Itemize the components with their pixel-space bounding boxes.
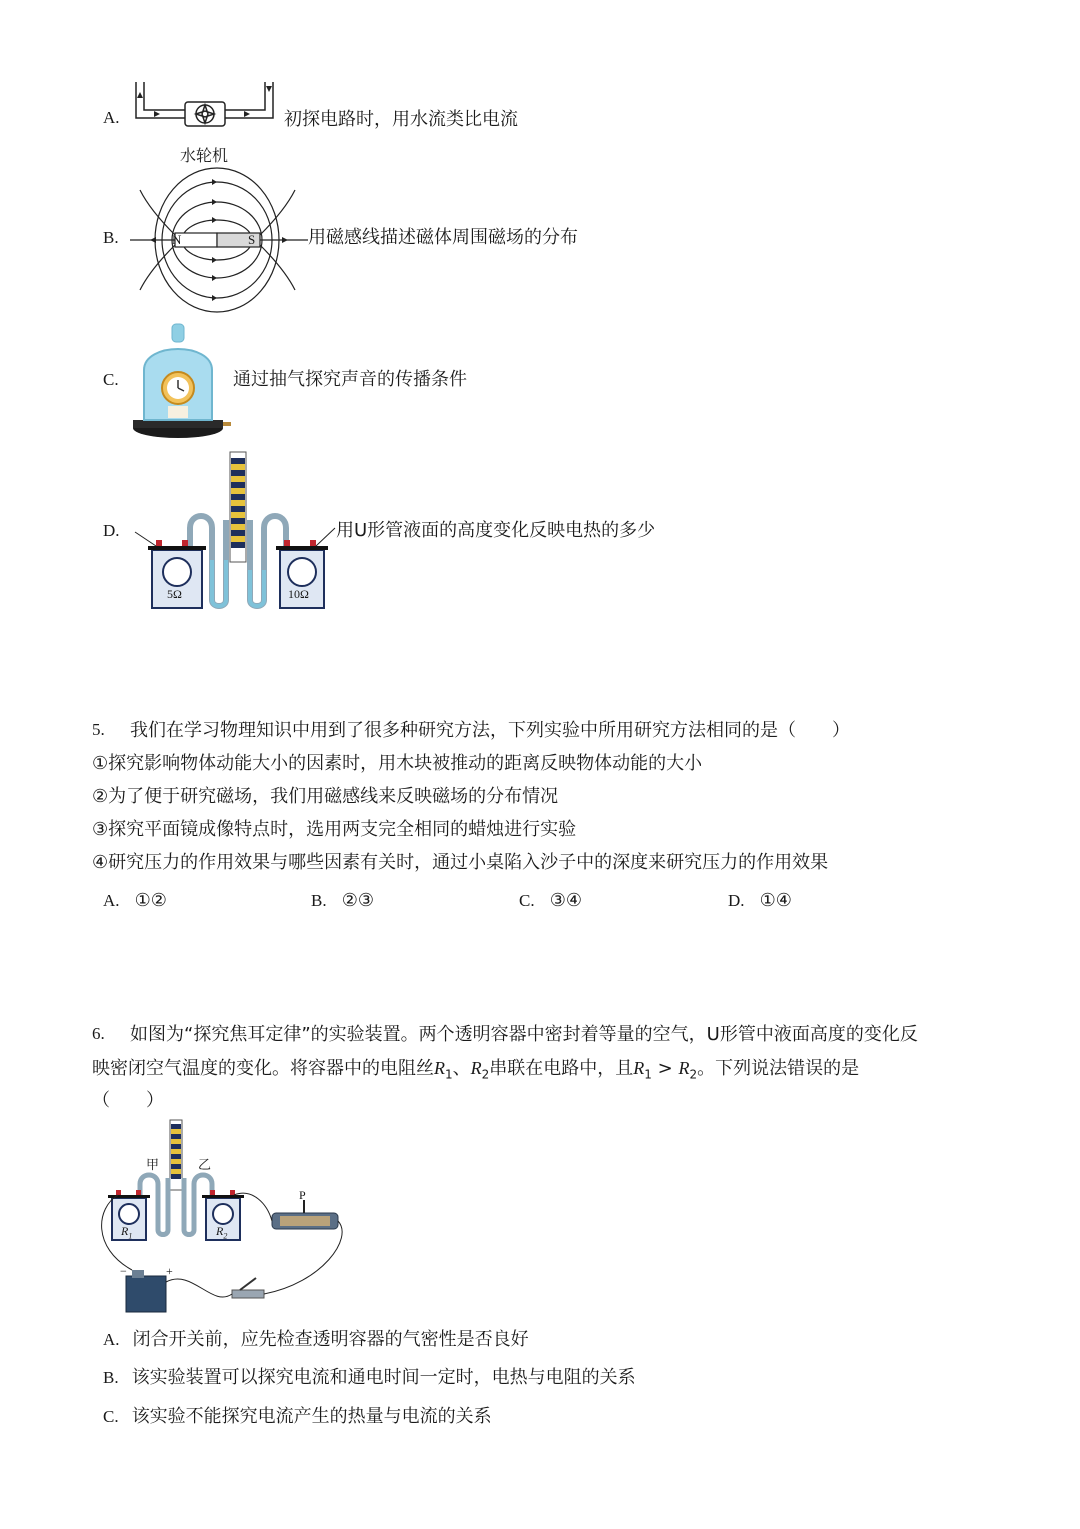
q5-choice-c-text: ③④ bbox=[549, 890, 582, 911]
resistor-5-label: 5Ω bbox=[167, 587, 182, 601]
q6-choice-b-text: 该实验装置可以探究电流和通电时间一定时，电热与电阻的关系 bbox=[131, 1367, 636, 1388]
q6-stem-line2-b: 串联在电路中，且 bbox=[489, 1058, 634, 1079]
q6-choice-b-letter: B. bbox=[103, 1368, 119, 1387]
q6-choice-a-text: 闭合开关前，应先检查透明容器的气密性是否良好 bbox=[132, 1329, 529, 1350]
q5-item-1: ①探究影响物体动能大小的因素时，用木块被推动的距离反映物体动能的大小 bbox=[92, 753, 703, 774]
bell-jar-figure bbox=[130, 320, 230, 445]
option-d-letter: D. bbox=[103, 521, 120, 540]
label-r1 bbox=[121, 1224, 132, 1240]
resistor-10-label: 10Ω bbox=[288, 587, 309, 601]
battery-minus: − bbox=[120, 1264, 127, 1278]
q5-choice-a-text: ①② bbox=[134, 890, 167, 911]
q6-choice-a-letter: A. bbox=[103, 1330, 120, 1349]
q6-r2: R bbox=[470, 1058, 482, 1078]
label-r1-text: R bbox=[121, 1224, 129, 1238]
q6-paren: （ ） bbox=[92, 1090, 164, 1111]
q6-r1-sub: 1 bbox=[445, 1067, 453, 1082]
q5-choice-a-letter: A. bbox=[103, 891, 120, 910]
q6-r1-b: R bbox=[633, 1058, 645, 1078]
option-c-letter: C. bbox=[103, 370, 119, 389]
q6-choice-c[interactable] bbox=[103, 1405, 492, 1429]
q6-choice-c-letter: C. bbox=[103, 1407, 119, 1426]
q5-item-2: ②为了便于研究磁场，我们用磁感线来反映磁场的分布情况 bbox=[92, 786, 559, 807]
q5-choice-c[interactable] bbox=[519, 889, 582, 913]
q5-stem: 我们在学习物理知识中用到了很多种研究方法，下列实验中所用研究方法相同的是（ ） bbox=[130, 720, 850, 741]
q5-choice-a[interactable] bbox=[103, 889, 167, 913]
label-yi: 乙 bbox=[198, 1158, 212, 1173]
option-a-letter: A. bbox=[103, 108, 120, 127]
label-r2 bbox=[216, 1224, 227, 1240]
q5-item-4: ④研究压力的作用效果与哪些因素有关时，通过小桌陷入沙子中的深度来研究压力的作用效果 bbox=[92, 852, 829, 873]
q6-r2-b-sub: 2 bbox=[689, 1067, 698, 1082]
label-jia: 甲 bbox=[146, 1158, 160, 1173]
q5-choice-b[interactable] bbox=[311, 889, 374, 913]
water-wheel-label: 水轮机 bbox=[180, 146, 229, 165]
q5-choice-d[interactable] bbox=[728, 889, 792, 913]
option-b-text: 用磁感线描述磁体周围磁场的分布 bbox=[308, 227, 578, 248]
option-a-text: 初探电路时，用水流类比电流 bbox=[284, 109, 518, 130]
q6-r1: R bbox=[434, 1058, 445, 1078]
pole-s: S bbox=[248, 232, 256, 247]
q5-choice-d-letter: D. bbox=[728, 891, 745, 910]
q6-stem-line1: 如图为“探究焦耳定律”的实验装置。两个透明容器中密封着等量的空气，U形管中液面高度的变化反 bbox=[130, 1024, 918, 1045]
q6-r1-b-sub: 1 bbox=[644, 1067, 652, 1082]
label-p: P bbox=[299, 1188, 306, 1202]
label-r1-sub: 1 bbox=[128, 1231, 133, 1241]
q5-choice-d-text: ①④ bbox=[759, 890, 792, 911]
q5-choice-b-letter: B. bbox=[311, 891, 327, 910]
q6-choice-a[interactable] bbox=[103, 1328, 529, 1352]
option-d-text: 用U形管液面的高度变化反映电热的多少 bbox=[336, 520, 656, 541]
q6-sep: 、 bbox=[452, 1058, 471, 1079]
q6-stem-line2-a: 映密闭空气温度的变化。将容器中的电阻丝 bbox=[92, 1058, 434, 1079]
q6-choice-b[interactable] bbox=[103, 1366, 636, 1390]
option-c-text: 通过抽气探究声音的传播条件 bbox=[233, 369, 467, 390]
label-r2-text: R bbox=[216, 1224, 224, 1238]
q6-r2-sub: 2 bbox=[481, 1067, 490, 1082]
q6-choice-c-text: 该实验不能探究电流产生的热量与电流的关系 bbox=[131, 1406, 492, 1427]
q5-number: 5. bbox=[92, 720, 105, 739]
q6-r2-b: R bbox=[678, 1058, 690, 1078]
q5-item-3: ③探究平面镜成像特点时，选用两支完全相同的蜡烛进行实验 bbox=[92, 819, 577, 840]
q5-choice-b-text: ②③ bbox=[341, 890, 374, 911]
q6-stem-line2-c: 。下列说法错误的是 bbox=[697, 1058, 860, 1079]
q6-gt: > bbox=[651, 1058, 679, 1079]
magnet-field-figure bbox=[130, 165, 310, 315]
q5-choice-c-letter: C. bbox=[519, 891, 535, 910]
q6-stem-line2 bbox=[92, 1056, 859, 1087]
q6-number: 6. bbox=[92, 1024, 105, 1043]
pole-n: N bbox=[172, 232, 182, 247]
label-r2-sub: 2 bbox=[223, 1231, 228, 1241]
joule-law-figure bbox=[92, 1118, 352, 1318]
battery-plus: + bbox=[166, 1264, 173, 1278]
option-b-letter: B. bbox=[103, 228, 119, 247]
